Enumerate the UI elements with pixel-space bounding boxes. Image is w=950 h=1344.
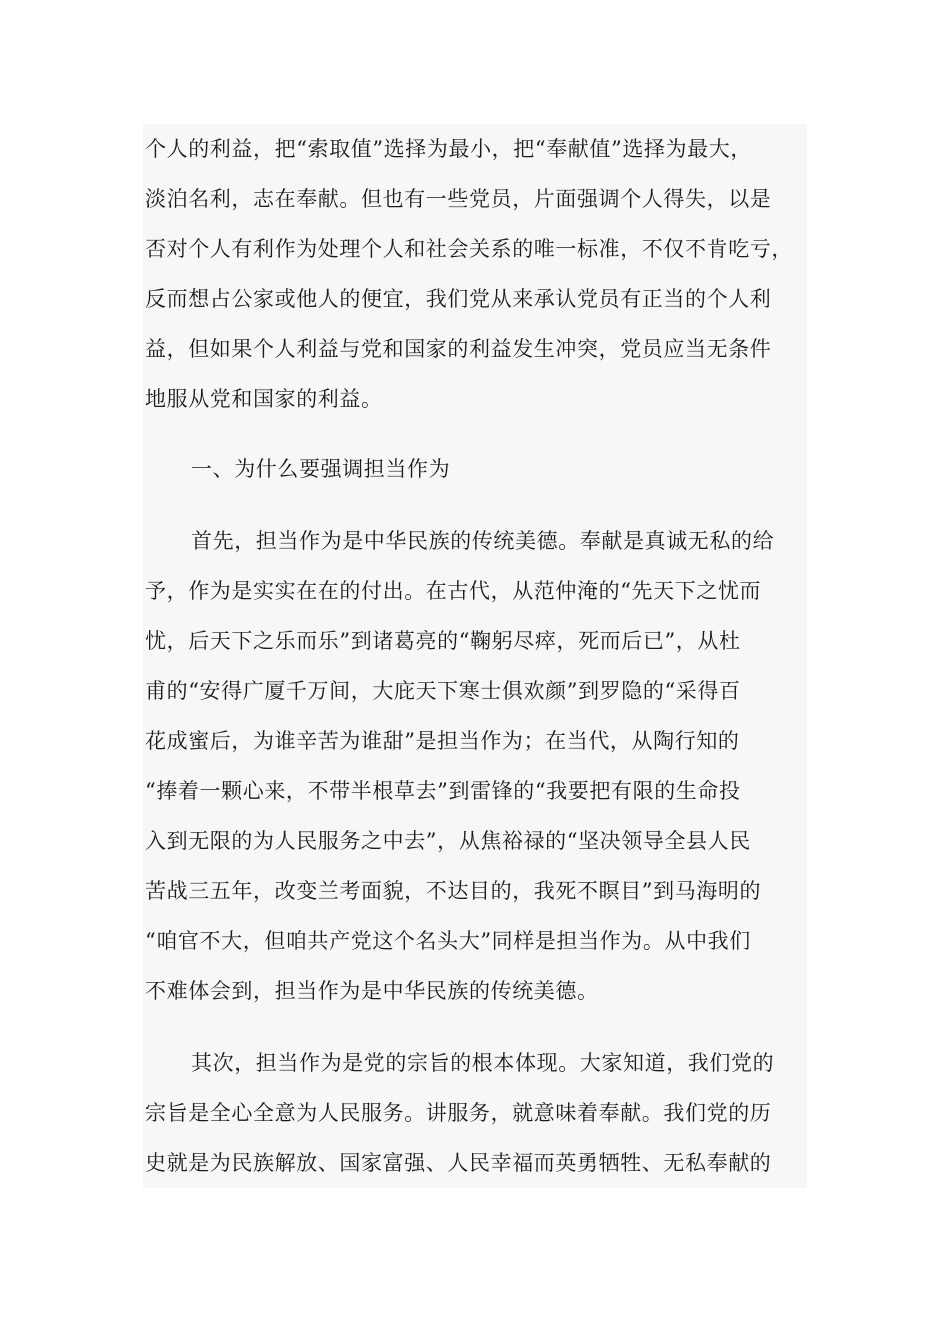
paragraph-3-line-3: 忧，后天下之乐而乐”到诸葛亮的“鞠躬尽瘁，死而后已”，从杜 xyxy=(145,629,741,653)
section-heading: 一、为什么要强调担当作为 xyxy=(191,457,451,481)
paragraph-3-line-5: 花成蜜后，为谁辛苦为谁甜”是担当作为；在当代，从陶行知的 xyxy=(145,729,740,753)
paragraph-1-line-2: 淡泊名利，志在奉献。但也有一些党员，片面强调个人得失，以是 xyxy=(145,187,772,211)
paragraph-3-line-1: 首先，担当作为是中华民族的传统美德。奉献是真诚无私的给 xyxy=(191,529,775,553)
paragraph-4-line-1: 其次，担当作为是党的宗旨的根本体现。大家知道，我们党的 xyxy=(191,1051,775,1075)
paragraph-1-line-4: 反而想占公家或他人的便宜，我们党从来承认党员有正当的个人利 xyxy=(145,287,772,311)
paragraph-3-line-9: “咱官不大，但咱共产党这个名头大”同样是担当作为。从中我们 xyxy=(145,929,751,953)
paragraph-3-line-2: 予，作为是实实在在的付出。在古代，从范仲淹的“先天下之忧而 xyxy=(145,579,762,603)
paragraph-1-line-6: 地服从党和国家的利益。 xyxy=(145,387,383,411)
paragraph-3-line-7: 入到无限的为人民服务之中去”，从焦裕禄的“坚决领导全县人民 xyxy=(145,829,751,853)
paragraph-1-line-3: 否对个人有利作为处理个人和社会关系的唯一标准，不仅不肯吃亏， xyxy=(145,237,793,261)
document-body xyxy=(143,124,807,1188)
paragraph-4-line-2: 宗旨是全心全意为人民服务。讲服务，就意味着奉献。我们党的历 xyxy=(145,1101,772,1125)
paragraph-3-line-6: “捧着一颗心来，不带半根草去”到雷锋的“我要把有限的生命投 xyxy=(145,779,741,803)
paragraph-3-line-10: 不难体会到，担当作为是中华民族的传统美德。 xyxy=(145,979,599,1003)
paragraph-1-line-1: 个人的利益，把“索取值”选择为最小，把“奉献值”选择为最大， xyxy=(145,137,752,161)
paragraph-1-line-5: 益，但如果个人利益与党和国家的利益发生冲突，党员应当无条件 xyxy=(145,337,772,361)
paragraph-4-line-3: 史就是为民族解放、国家富强、人民幸福而英勇牺牲、无私奉献的 xyxy=(145,1151,772,1175)
paragraph-3-line-8: 苦战三五年，改变兰考面貌，不达目的，我死不瞑目”到马海明的 xyxy=(145,879,762,903)
paragraph-3-line-4: 甫的“安得广厦千万间，大庇天下寒士俱欢颜”到罗隐的“采得百 xyxy=(145,679,741,703)
